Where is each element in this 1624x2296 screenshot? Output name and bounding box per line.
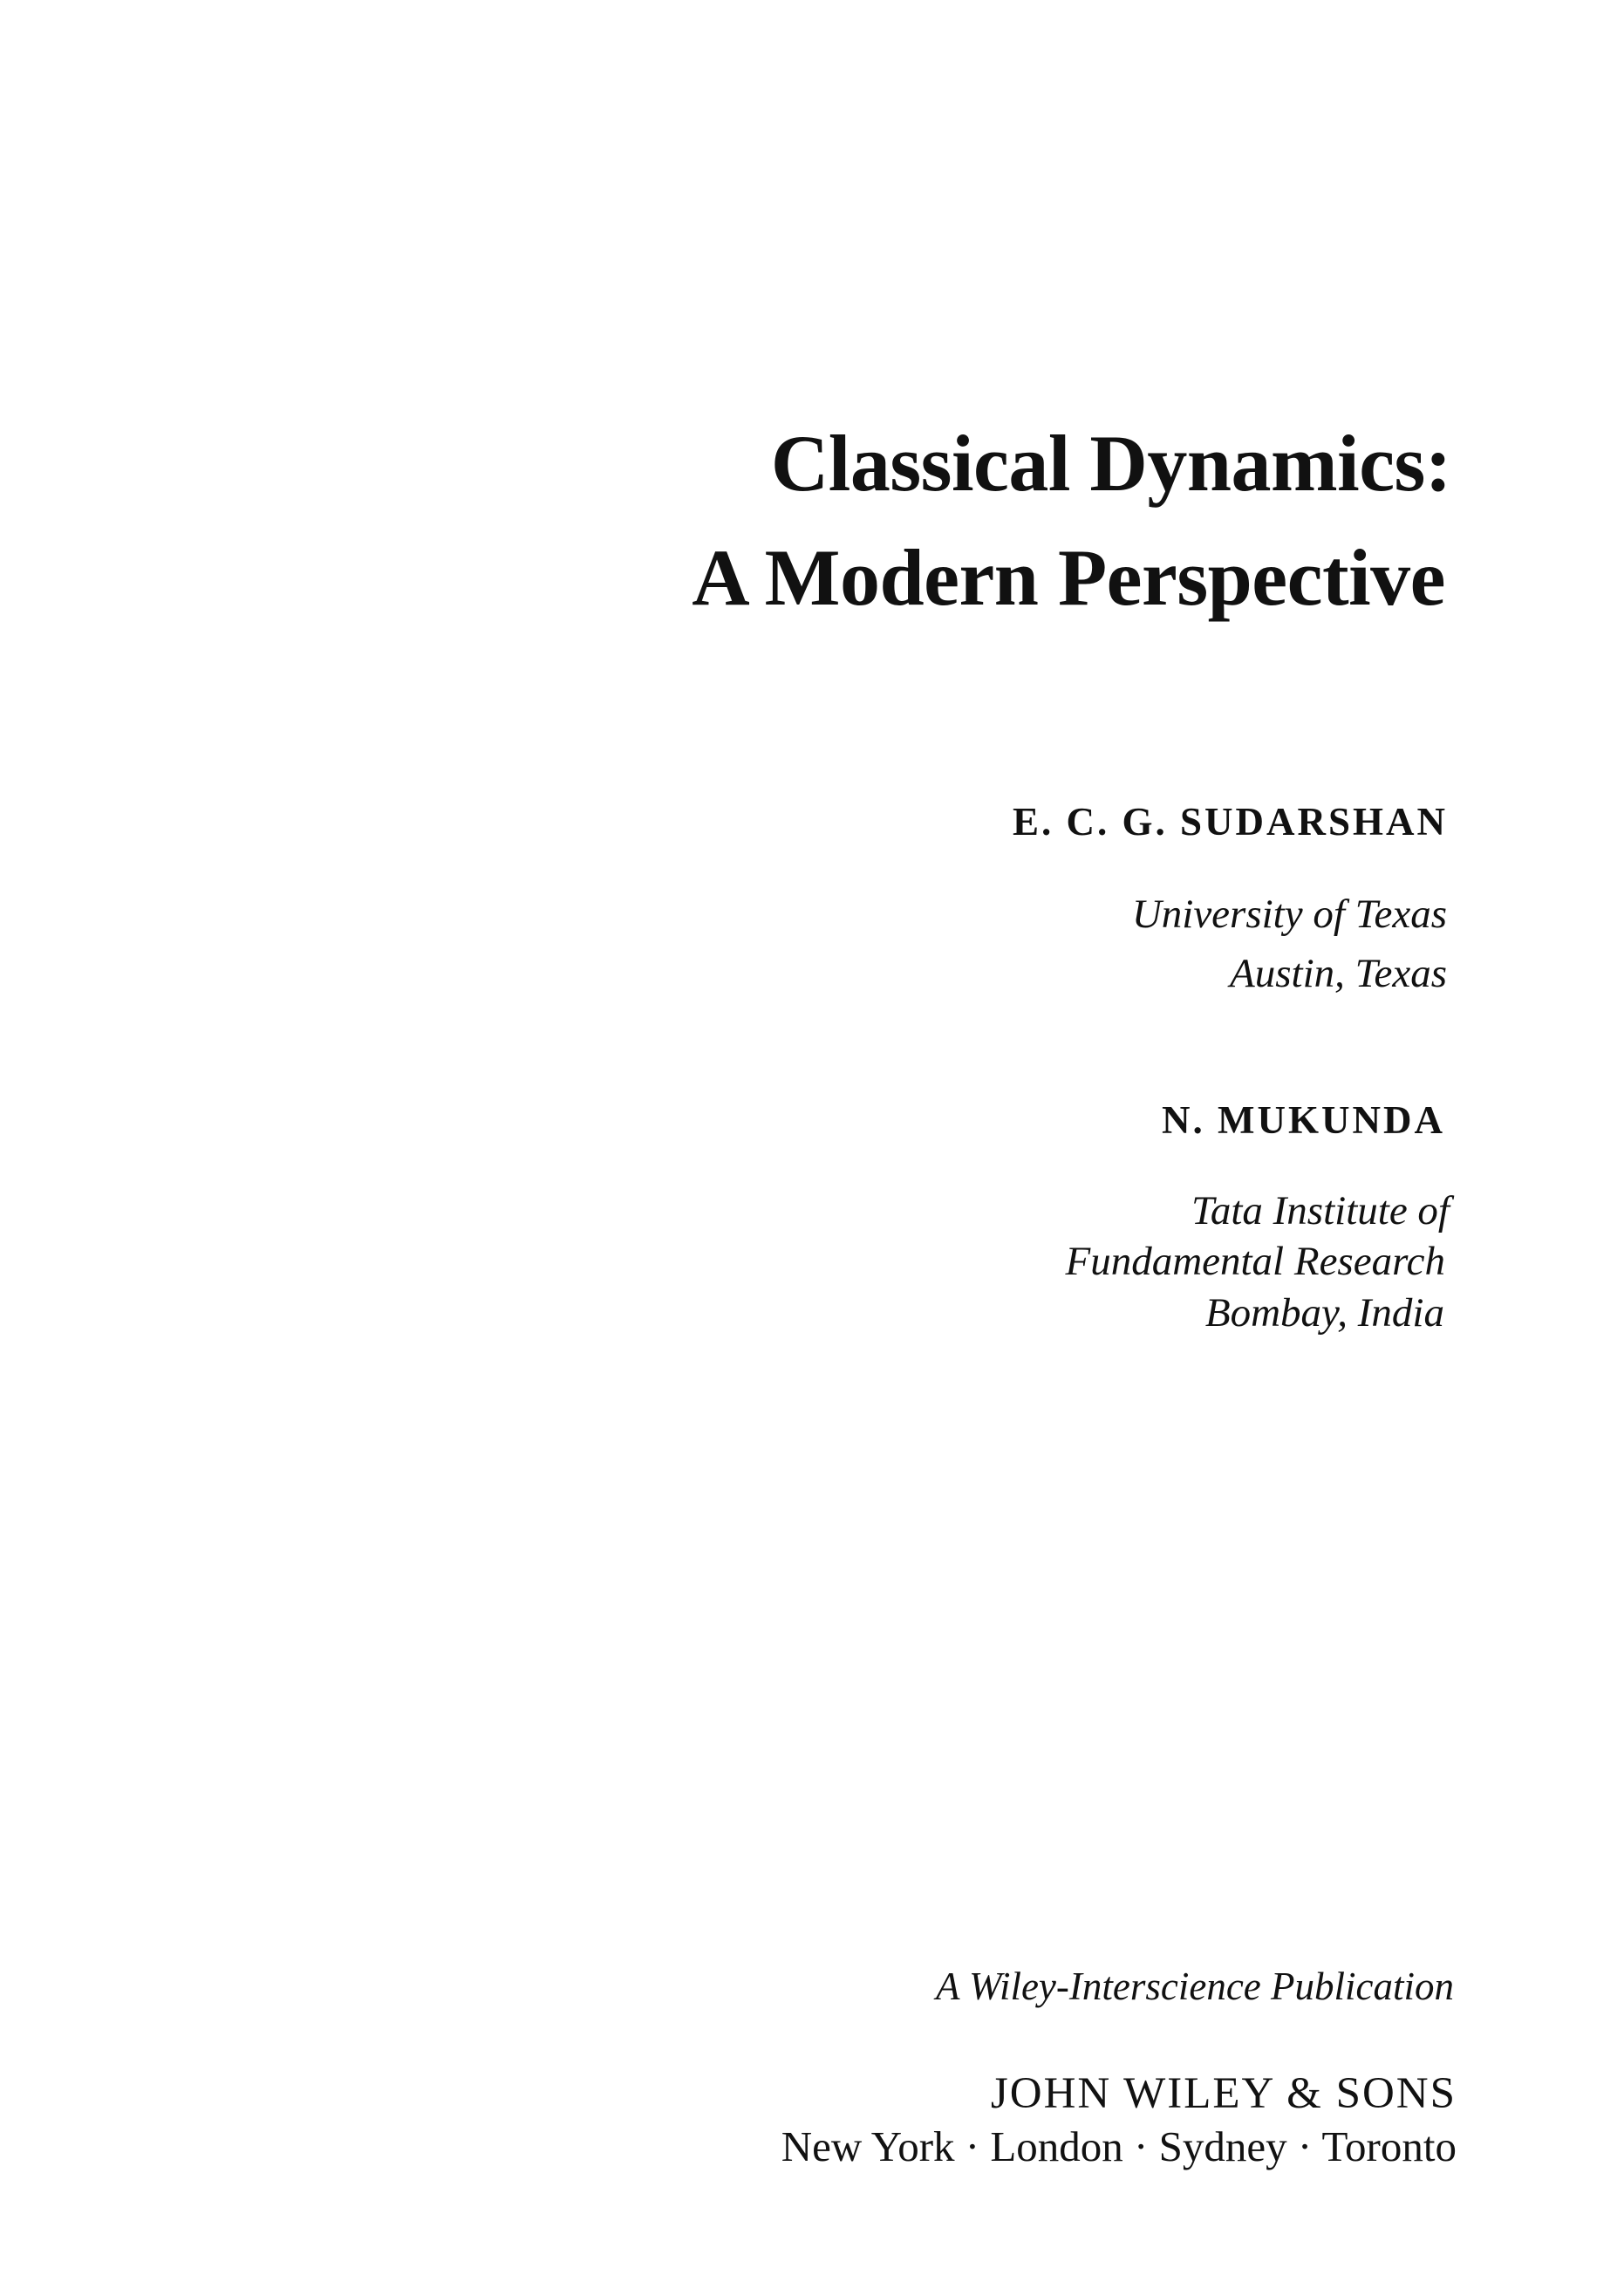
author-affiliation-line: Tata Institute of bbox=[1191, 1188, 1450, 1233]
author-affiliation-line: Bombay, India bbox=[1204, 1290, 1444, 1336]
publisher-imprint: A Wiley-Interscience Publication bbox=[936, 1965, 1454, 2008]
book-title-line-2: A Modern Perspective bbox=[692, 533, 1445, 622]
author-name: E. C. G. SUDARSHAN bbox=[1012, 800, 1448, 844]
book-title-line-1: Classical Dynamics: bbox=[770, 419, 1451, 508]
author-affiliation-line: Fundamental Research bbox=[1065, 1239, 1445, 1284]
author-affiliation-line: University of Texas bbox=[1131, 892, 1447, 937]
author-affiliation-line: Austin, Texas bbox=[1230, 951, 1447, 996]
publisher-cities: New York · London · Sydney · Toronto bbox=[781, 2122, 1457, 2170]
publisher-name: JOHN WILEY & SONS bbox=[990, 2069, 1457, 2118]
author-name: N. MUKUNDA bbox=[1162, 1098, 1445, 1142]
